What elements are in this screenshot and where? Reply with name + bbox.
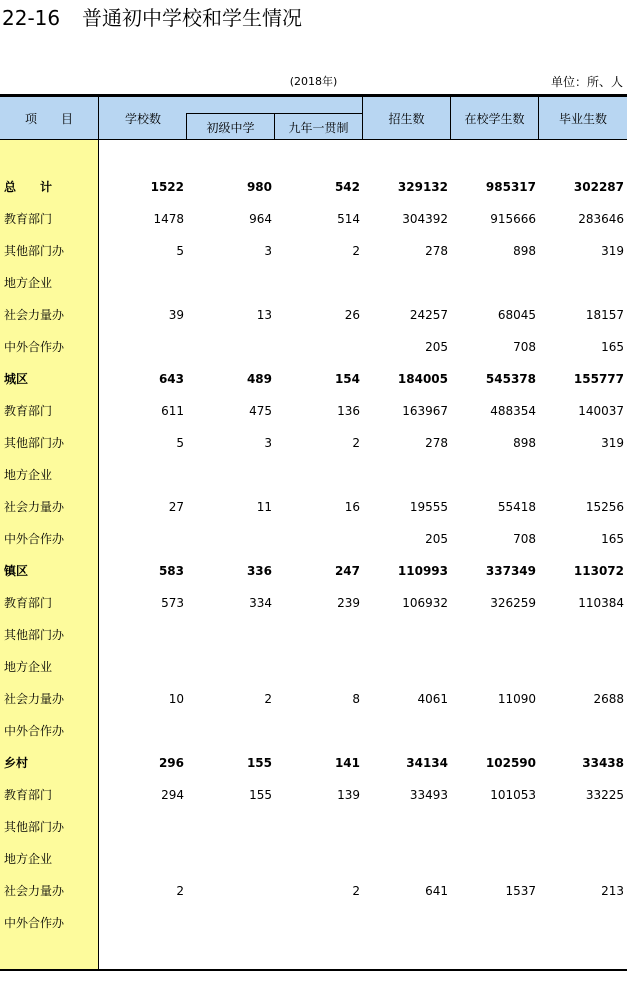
- cell-enrolled: 102590: [485, 756, 536, 770]
- cell-enrollment: 278: [425, 244, 448, 258]
- cell-graduates: 18157: [585, 308, 624, 322]
- table-row: [0, 683, 627, 715]
- cell-enrollment: 4061: [417, 692, 448, 706]
- cell-enrollment: 184005: [397, 372, 448, 386]
- table-row: [0, 715, 627, 747]
- table-row: [0, 459, 627, 491]
- cell-nine-year: 2: [352, 884, 360, 898]
- cell-nine-year: 26: [344, 308, 360, 322]
- cell-graduates: 33438: [582, 756, 624, 770]
- row-label: 教育部门: [4, 596, 53, 610]
- cell-schools: 39: [168, 308, 184, 322]
- cell-graduates: 140037: [578, 404, 624, 418]
- cell-enrolled: 101053: [490, 788, 536, 802]
- cell-junior: 13: [256, 308, 272, 322]
- cell-graduates: 319: [601, 244, 624, 258]
- cell-schools: 296: [158, 756, 184, 770]
- header-nine-year: 九年一贯制: [288, 121, 349, 135]
- table-row: [0, 811, 627, 843]
- cell-junior: 3: [264, 436, 272, 450]
- cell-enrolled: 337349: [485, 564, 536, 578]
- cell-enrollment: 641: [425, 884, 448, 898]
- cell-junior: 475: [249, 404, 272, 418]
- cell-nine-year: 514: [337, 212, 360, 226]
- table-row: [0, 331, 627, 363]
- table-row: [0, 203, 627, 235]
- table-row: [0, 235, 627, 267]
- cell-enrolled: 898: [513, 436, 536, 450]
- cell-nine-year: 2: [352, 436, 360, 450]
- table-row: [0, 747, 627, 779]
- table-row: [0, 171, 627, 203]
- cell-schools: 611: [161, 404, 184, 418]
- cell-nine-year: 2: [352, 244, 360, 258]
- cell-graduates: 33225: [585, 788, 624, 802]
- cell-nine-year: 136: [337, 404, 360, 418]
- cell-junior: 11: [256, 500, 272, 514]
- row-label: 中外合作办: [4, 916, 65, 930]
- table-row: [0, 875, 627, 907]
- cell-nine-year: 239: [337, 596, 360, 610]
- cell-enrolled: 1537: [505, 884, 536, 898]
- cell-junior: 155: [246, 756, 272, 770]
- table-row: [0, 395, 627, 427]
- row-label: 地方企业: [4, 276, 53, 290]
- cell-enrollment: 24257: [409, 308, 448, 322]
- cell-graduates: 213: [601, 884, 624, 898]
- year-label: (2018年): [289, 75, 338, 88]
- table-row: [0, 267, 627, 299]
- row-label: 镇区: [4, 564, 29, 578]
- header-bottom-rule: [0, 139, 627, 140]
- row-label: 城区: [4, 372, 29, 386]
- cell-graduates: 110384: [578, 596, 624, 610]
- cell-schools: 1522: [150, 180, 184, 194]
- table-row: [0, 427, 627, 459]
- cell-nine-year: 542: [334, 180, 360, 194]
- row-label: 社会力量办: [4, 884, 65, 898]
- table-row: [0, 779, 627, 811]
- table-number: 22-16: [2, 6, 61, 30]
- row-label: 中外合作办: [4, 532, 65, 546]
- header-item: 项 目: [24, 112, 73, 126]
- cell-enrollment: 278: [425, 436, 448, 450]
- table-row: [0, 651, 627, 683]
- cell-graduates: 165: [601, 340, 624, 354]
- row-label: 地方企业: [4, 660, 53, 674]
- cell-nine-year: 154: [334, 372, 360, 386]
- cell-enrollment: 329132: [397, 180, 448, 194]
- cell-graduates: 302287: [573, 180, 624, 194]
- header-schools: 学校数: [124, 112, 161, 126]
- row-label: 其他部门办: [4, 244, 65, 258]
- cell-graduates: 283646: [578, 212, 624, 226]
- cell-schools: 573: [161, 596, 184, 610]
- table-row: [0, 299, 627, 331]
- table-row: [0, 907, 627, 939]
- cell-enrolled: 708: [513, 532, 536, 546]
- table-row: [0, 619, 627, 651]
- cell-schools: 1478: [153, 212, 184, 226]
- table-row: [0, 555, 627, 587]
- cell-nine-year: 8: [352, 692, 360, 706]
- table-row: [0, 523, 627, 555]
- cell-graduates: 113072: [573, 564, 624, 578]
- cell-enrollment: 110993: [397, 564, 448, 578]
- page-title: [2, 6, 302, 30]
- row-label: 社会力量办: [4, 308, 65, 322]
- cell-schools: 643: [158, 372, 184, 386]
- cell-graduates: 319: [601, 436, 624, 450]
- row-label: 中外合作办: [4, 724, 65, 738]
- cell-enrolled: 488354: [490, 404, 536, 418]
- cell-schools: 583: [158, 564, 184, 578]
- cell-schools: 294: [161, 788, 184, 802]
- header-junior: 初级中学: [206, 121, 255, 135]
- cell-enrolled: 55418: [497, 500, 536, 514]
- header-top-rule: [0, 94, 627, 97]
- cell-enrollment: 205: [425, 532, 448, 546]
- cell-junior: 964: [249, 212, 272, 226]
- cell-enrollment: 205: [425, 340, 448, 354]
- cell-schools: 2: [176, 884, 184, 898]
- table-bottom-rule: [0, 969, 627, 971]
- cell-enrollment: 33493: [409, 788, 448, 802]
- table-row: [0, 491, 627, 523]
- table-row: [0, 843, 627, 875]
- cell-graduates: 165: [601, 532, 624, 546]
- cell-enrolled: 898: [513, 244, 536, 258]
- cell-nine-year: 16: [344, 500, 360, 514]
- cell-junior: 336: [246, 564, 272, 578]
- unit-label: 单位：所、人: [550, 75, 623, 89]
- cell-schools: 5: [176, 244, 184, 258]
- cell-enrolled: 68045: [497, 308, 536, 322]
- cell-graduates: 15256: [585, 500, 624, 514]
- header-enrolled: 在校学生数: [464, 112, 525, 126]
- row-label: 社会力量办: [4, 500, 65, 514]
- cell-enrolled: 11090: [497, 692, 536, 706]
- cell-junior: 155: [249, 788, 272, 802]
- row-label: 社会力量办: [4, 692, 65, 706]
- row-label: 乡村: [4, 756, 29, 770]
- cell-junior: 334: [249, 596, 272, 610]
- cell-junior: 3: [264, 244, 272, 258]
- header-graduates: 毕业生数: [558, 112, 607, 126]
- cell-schools: 27: [168, 500, 184, 514]
- cell-enrollment: 19555: [409, 500, 448, 514]
- cell-enrollment: 304392: [402, 212, 448, 226]
- cell-enrolled: 326259: [490, 596, 536, 610]
- cell-enrollment: 163967: [402, 404, 448, 418]
- cell-enrolled: 985317: [485, 180, 536, 194]
- table-row: [0, 587, 627, 619]
- row-label: 其他部门办: [4, 436, 65, 450]
- cell-nine-year: 247: [334, 564, 360, 578]
- cell-enrolled: 545378: [485, 372, 536, 386]
- cell-nine-year: 141: [334, 756, 360, 770]
- cell-enrolled: 915666: [490, 212, 536, 226]
- cell-schools: 5: [176, 436, 184, 450]
- row-label: 地方企业: [4, 468, 53, 482]
- cell-nine-year: 139: [337, 788, 360, 802]
- row-label: 中外合作办: [4, 340, 65, 354]
- cell-junior: 2: [264, 692, 272, 706]
- row-label: 其他部门办: [4, 820, 65, 834]
- table-row: [0, 363, 627, 395]
- cell-enrollment: 106932: [402, 596, 448, 610]
- row-label: 其他部门办: [4, 628, 65, 642]
- row-label: 教育部门: [4, 788, 53, 802]
- cell-junior: 489: [246, 372, 272, 386]
- cell-graduates: 155777: [573, 372, 624, 386]
- cell-enrolled: 708: [513, 340, 536, 354]
- table-title: 普通初中学校和学生情况: [82, 6, 302, 30]
- row-label: 教育部门: [4, 212, 53, 226]
- cell-schools: 10: [168, 692, 184, 706]
- row-label: 教育部门: [4, 404, 53, 418]
- cell-enrollment: 34134: [406, 756, 448, 770]
- row-label: 地方企业: [4, 852, 53, 866]
- header-enrollment: 招生数: [388, 112, 425, 126]
- row-label: 总 计: [4, 180, 53, 194]
- cell-graduates: 2688: [593, 692, 624, 706]
- cell-junior: 980: [246, 180, 272, 194]
